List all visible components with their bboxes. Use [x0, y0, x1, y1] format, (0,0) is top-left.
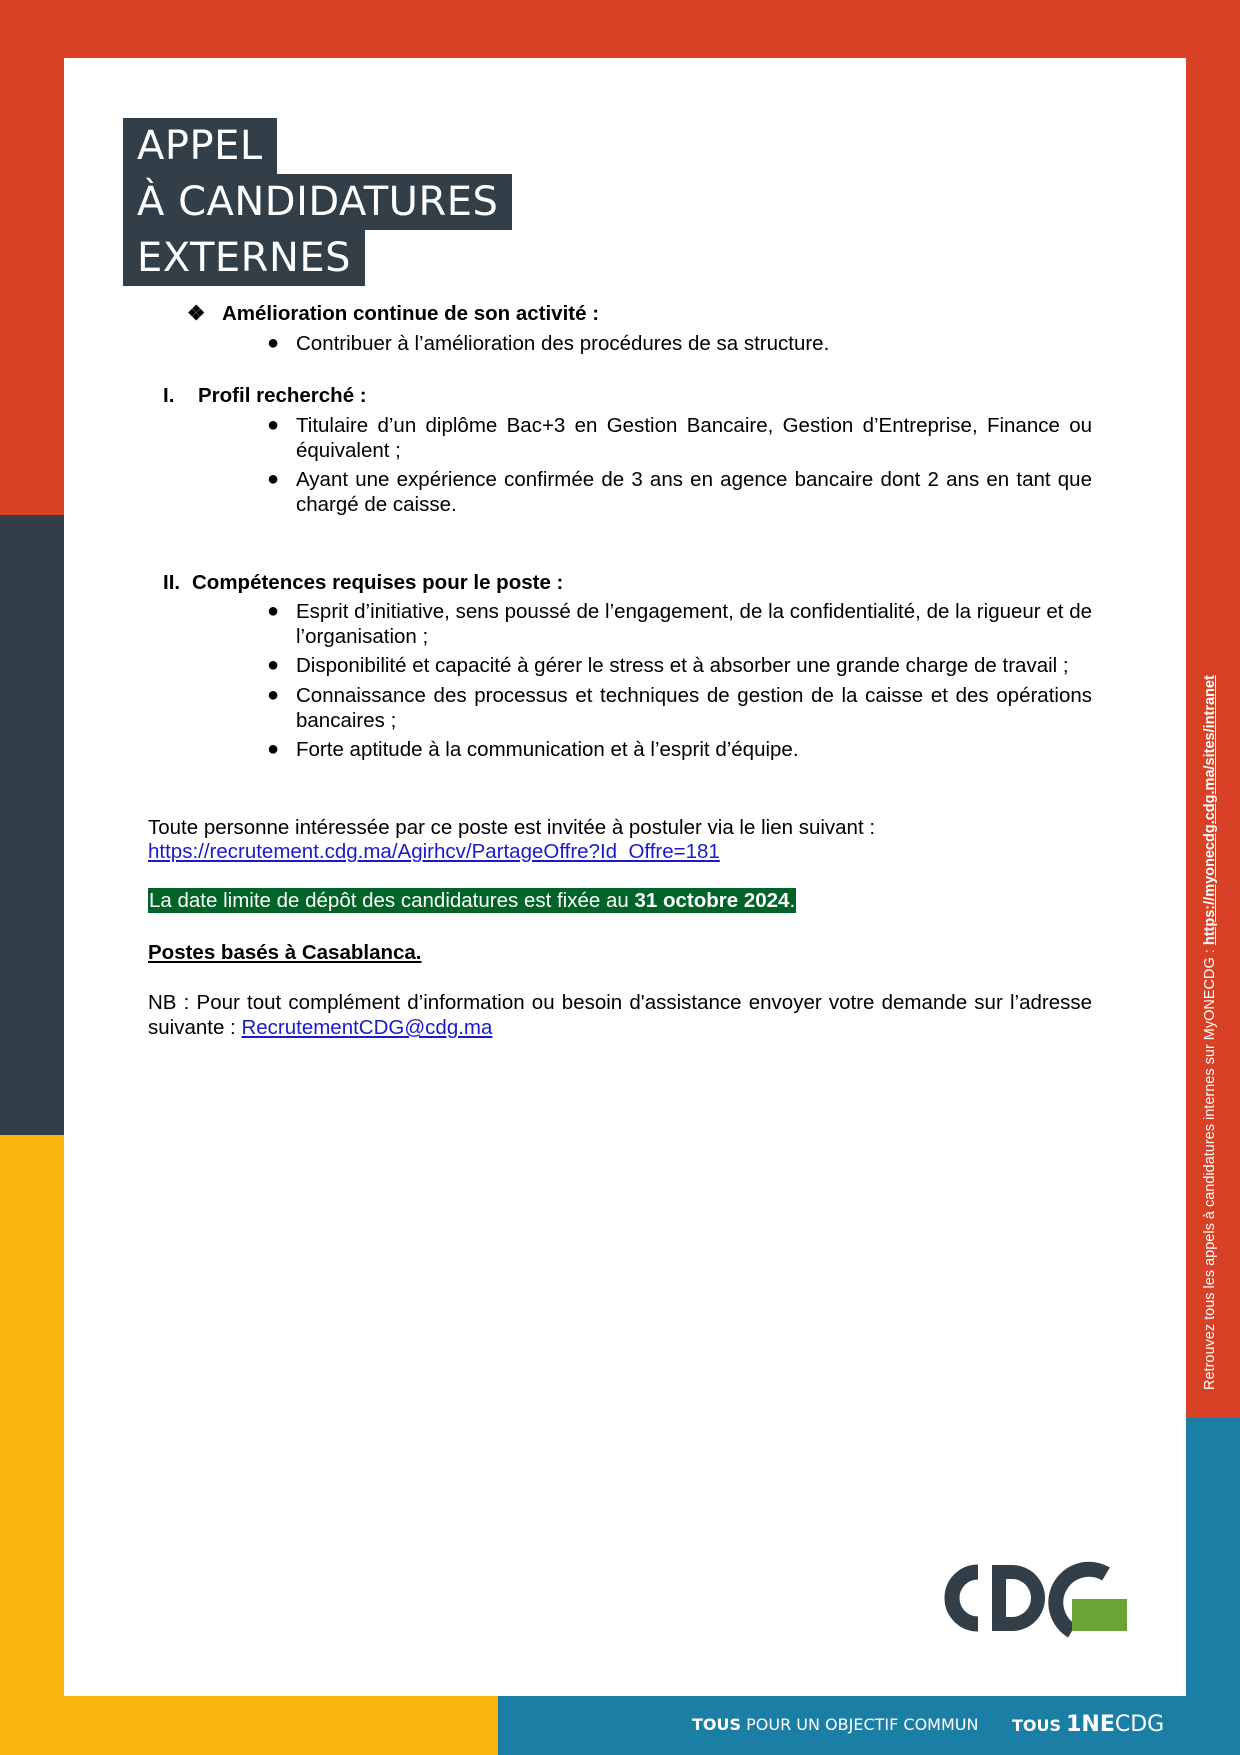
side-vertical-text	[1200, 630, 1220, 1390]
bullet-icon: ●	[267, 684, 280, 706]
frame-left-yellow-band	[0, 1135, 64, 1755]
list-item	[267, 683, 1092, 733]
page-title-line-3: EXTERNES	[123, 230, 365, 286]
frame-top-band	[0, 0, 1240, 58]
footer-slogan-bold: TOUS	[692, 1715, 742, 1734]
deadline-end: .	[789, 889, 796, 912]
nb-text: NB : Pour tout complément d’information ou besoin d'assistance envoyer votre demande sur l’adresse suivante :	[148, 991, 1092, 1039]
footer-brand-cdg: CDG	[1114, 1712, 1165, 1737]
section-heading-competences: Compétences requises pour le poste :	[192, 571, 564, 594]
apply-intro-text: Toute personne intéressée par ce poste est invitée à postuler via le lien suivant :	[148, 816, 876, 839]
list-item-text: Contribuer à l’amélioration des procédures de sa structure.	[296, 332, 830, 355]
list-item-text: Connaissance des processus et techniques de gestion de la caisse et des opérations bancaires ;	[296, 684, 1092, 732]
bullet-icon: ●	[267, 332, 280, 354]
nb-paragraph	[148, 990, 1092, 1040]
bullet-icon: ●	[267, 738, 280, 760]
cdg-logo-icon	[938, 1558, 1128, 1640]
deadline-date: 31 octobre 2024	[634, 889, 790, 912]
list-item-text: Disponibilité et capacité à gérer le stress et à absorber une grande charge de travail ;	[296, 654, 1069, 677]
list-item	[267, 331, 1096, 356]
intranet-link[interactable]: https://myonecdg.cdg.ma/sites/intranet	[1202, 675, 1218, 946]
location-text: Postes basés à Casablanca.	[148, 941, 422, 964]
page-title-line-1: APPEL	[123, 118, 277, 174]
list-item	[267, 467, 1092, 517]
deadline-highlight	[148, 888, 796, 913]
footer-brand	[1012, 1714, 1164, 1737]
frame-bottom-yellow-band	[0, 1696, 498, 1755]
list-item	[267, 737, 1092, 762]
list-item-text: Forte aptitude à la communication et à l’esprit d’équipe.	[296, 738, 799, 761]
bullet-icon: ●	[267, 654, 280, 676]
application-link[interactable]: https://recrutement.cdg.ma/Agirhcv/PartageOffre?Id_Offre=181	[148, 840, 720, 863]
section-numeral: II.	[163, 571, 181, 594]
section-heading-profil: Profil recherché :	[198, 384, 367, 407]
list-item	[267, 413, 1092, 463]
frame-left-red-band	[0, 0, 64, 515]
list-item-text: Titulaire d’un diplôme Bac+3 en Gestion Bancaire, Gestion d’Entreprise, Finance ou équivalent ;	[296, 414, 1092, 462]
footer-brand-tous: TOUS	[1012, 1716, 1062, 1735]
list-item-text: Ayant une expérience confirmée de 3 ans en agence bancaire dont 2 ans en tant que chargé de caisse.	[296, 468, 1092, 516]
contact-email-link[interactable]: RecrutementCDG@cdg.ma	[241, 1016, 493, 1039]
footer-brand-one: 1NE	[1066, 1712, 1115, 1737]
deadline-text: La date limite de dépôt des candidatures est fixée au	[149, 889, 635, 912]
section-numeral: I.	[163, 384, 175, 407]
footer-slogan	[692, 1714, 978, 1736]
cdg-logo	[938, 1558, 1128, 1640]
frame-left-dark-band	[0, 515, 64, 1135]
list-item	[267, 599, 1092, 649]
diamond-bullet-icon: ❖	[187, 302, 206, 325]
list-item-text: Esprit d’initiative, sens poussé de l’engagement, de la confidentialité, de la rigueur et de l’organisation ;	[296, 600, 1092, 648]
list-item	[267, 653, 1136, 678]
footer-slogan-rest: POUR UN OBJECTIF COMMUN	[741, 1715, 979, 1734]
bullet-icon: ●	[267, 468, 280, 490]
bullet-icon: ●	[267, 414, 280, 436]
page-title-line-2: À CANDIDATURES	[123, 174, 512, 230]
section-heading-amelioration: Amélioration continue de son activité :	[222, 302, 600, 325]
side-text-label: Retrouvez tous les appels à candidatures internes sur MyONECDG :	[1202, 945, 1218, 1390]
bullet-icon: ●	[267, 600, 280, 622]
